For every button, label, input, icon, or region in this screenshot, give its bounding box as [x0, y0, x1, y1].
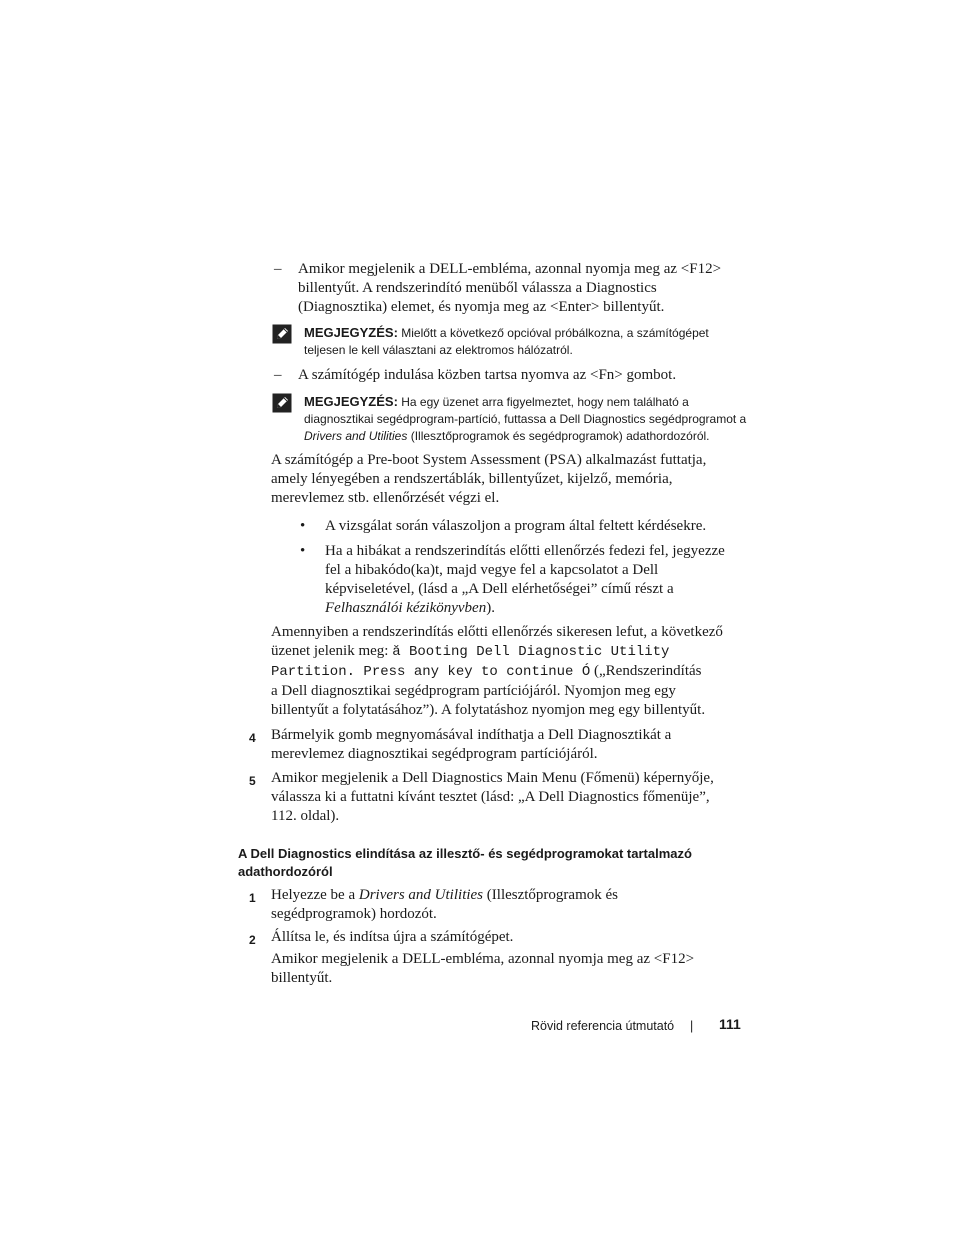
section-paragraph: [271, 950, 694, 988]
text-line: [271, 642, 723, 662]
note-partition: [304, 393, 746, 445]
bullet-marker: •: [300, 543, 306, 559]
boot-message: ă Booting Dell Diagnostic Utility: [392, 644, 670, 660]
menu-item-diagnostics: Diagnostics: [585, 280, 657, 296]
step-number: 1: [249, 891, 256, 905]
note-label: MEGJEGYZÉS:: [304, 394, 398, 409]
text-span: Ha egy üzenet arra figyelmeztet, hogy nem található a: [397, 395, 689, 409]
text-line: (Diagnosztika) elemet, és nyomja meg az <Enter> billentyűt.: [298, 299, 665, 315]
footer-title: Rövid referencia útmutató: [531, 1019, 675, 1033]
page-number: 111: [719, 1016, 741, 1032]
step-item: [271, 769, 714, 826]
footer-separator: |: [690, 1019, 694, 1033]
text-line: A számítógép a Pre-boot System Assessment (PSA) alkalmazást futtatja,: [271, 452, 707, 468]
text-line: 112. oldal).: [271, 808, 340, 824]
media-name: Drivers and Utilities: [304, 429, 408, 443]
text-line: [298, 279, 721, 298]
dash-item-fn: [298, 366, 676, 385]
text-span: billentyűt. A rendszerindító menüből válassza a: [298, 280, 586, 296]
text-line: amely lényegében a rendszertáblák, billentyűzet, kijelző, memória,: [271, 471, 673, 487]
bullet-item: [325, 517, 706, 536]
manual-name: Felhasználói kézikönyvben: [325, 600, 487, 616]
media-name: Drivers and Utilities: [358, 887, 484, 903]
text-line: [304, 428, 746, 445]
text-line: Amennyiben a rendszerindítás előtti ellenőrzés sikeresen lefut, a következő: [271, 624, 723, 640]
step-number: 2: [249, 933, 256, 947]
dash-marker: –: [274, 261, 282, 277]
step-number: 4: [249, 731, 256, 745]
text-span: üzenet jelenik meg:: [271, 643, 393, 659]
note-pencil-icon: [272, 393, 292, 419]
text-line: A számítógép indulása közben tartsa nyomva az <Fn> gombot.: [298, 367, 677, 383]
step-item: [271, 726, 671, 764]
step-item: [271, 928, 513, 947]
text-line: teljesen le kell választani az elektromos hálózatról.: [304, 343, 573, 357]
text-line: fel a hibakódo(ka)t, majd vegye fel a kapcsolatot a Dell: [325, 562, 659, 578]
heading-line: A Dell Diagnostics elindítása az illesztő- és segédprogramokat tartalmazó: [238, 846, 692, 861]
step-item: [271, 886, 618, 924]
text-span: („Rendszerindítás: [590, 663, 702, 679]
text-line: merevlemez stb. ellenőrzését végzi el.: [271, 490, 500, 506]
psa-paragraph: [271, 451, 706, 508]
text-span: ).: [486, 600, 495, 616]
heading-line: adathordozóról: [238, 864, 333, 879]
note-pencil-icon: [272, 324, 292, 350]
note-label: MEGJEGYZÉS:: [304, 325, 398, 340]
text-line: Bármelyik gomb megnyomásával indíthatja a Dell Diagnosztikát a: [271, 727, 672, 743]
text-line: képviseletével, (lásd a „A Dell elérhetőségei” című részt a: [325, 581, 674, 597]
boot-message-paragraph: [271, 623, 723, 720]
text-line: a Dell diagnosztikai segédprogram partíciójáról. Nyomjon meg egy: [271, 683, 676, 699]
text-line: billentyűt.: [271, 970, 333, 986]
note-disconnect: [304, 324, 709, 359]
step-number: 5: [249, 774, 256, 788]
text-line: Amikor megjelenik a DELL-embléma, azonnal nyomja meg az <F12>: [298, 261, 722, 277]
text-span: (Illesztőprogramok és: [483, 887, 618, 903]
text-line: Állítsa le, és indítsa újra a számítógépet.: [271, 929, 514, 945]
dash-item-f12: [298, 260, 721, 317]
text-line: Ha a hibákat a rendszerindítás előtti ellenőrzés fedezi fel, jegyezze: [325, 543, 725, 559]
bullet-item: [325, 542, 725, 618]
text-line: [304, 393, 746, 411]
text-line: Amikor megjelenik a Dell Diagnostics Main Menu (Főmenü) képernyője,: [271, 770, 714, 786]
text-span: (Illesztőprogramok és segédprogramok) adathordozóról.: [407, 429, 710, 443]
text-span: Helyezze be a: [271, 887, 359, 903]
text-line: [271, 886, 618, 905]
text-line: A vizsgálat során válaszoljon a program által feltett kérdésekre.: [325, 518, 707, 534]
text-line: [304, 324, 709, 342]
section-heading: [238, 845, 692, 881]
dash-marker: –: [274, 367, 282, 383]
text-line: [271, 662, 723, 682]
boot-message: Partition. Press any key to continue Ó: [271, 664, 591, 680]
text-line: billentyűt a folytatásához”). A folytatáshoz nyomjon meg egy billentyűt.: [271, 702, 706, 718]
text-line: merevlemez diagnosztikai segédprogram partíciójáról.: [271, 746, 598, 762]
text-line: [325, 599, 725, 618]
text-line: Amikor megjelenik a DELL-embléma, azonnal nyomja meg az <F12>: [271, 951, 695, 967]
text-line: válassza ki a futtatni kívánt tesztet (lásd: „A Dell Diagnostics főmenüje”,: [271, 789, 710, 805]
text-line: diagnosztikai segédprogram-partíció, futtassa a Dell Diagnostics segédprogramot a: [304, 412, 747, 426]
text-line: segédprogramok) hordozót.: [271, 906, 437, 922]
text-span: Mielőtt a következő opcióval próbálkozna, a számítógépet: [397, 326, 709, 340]
bullet-marker: •: [300, 518, 306, 534]
